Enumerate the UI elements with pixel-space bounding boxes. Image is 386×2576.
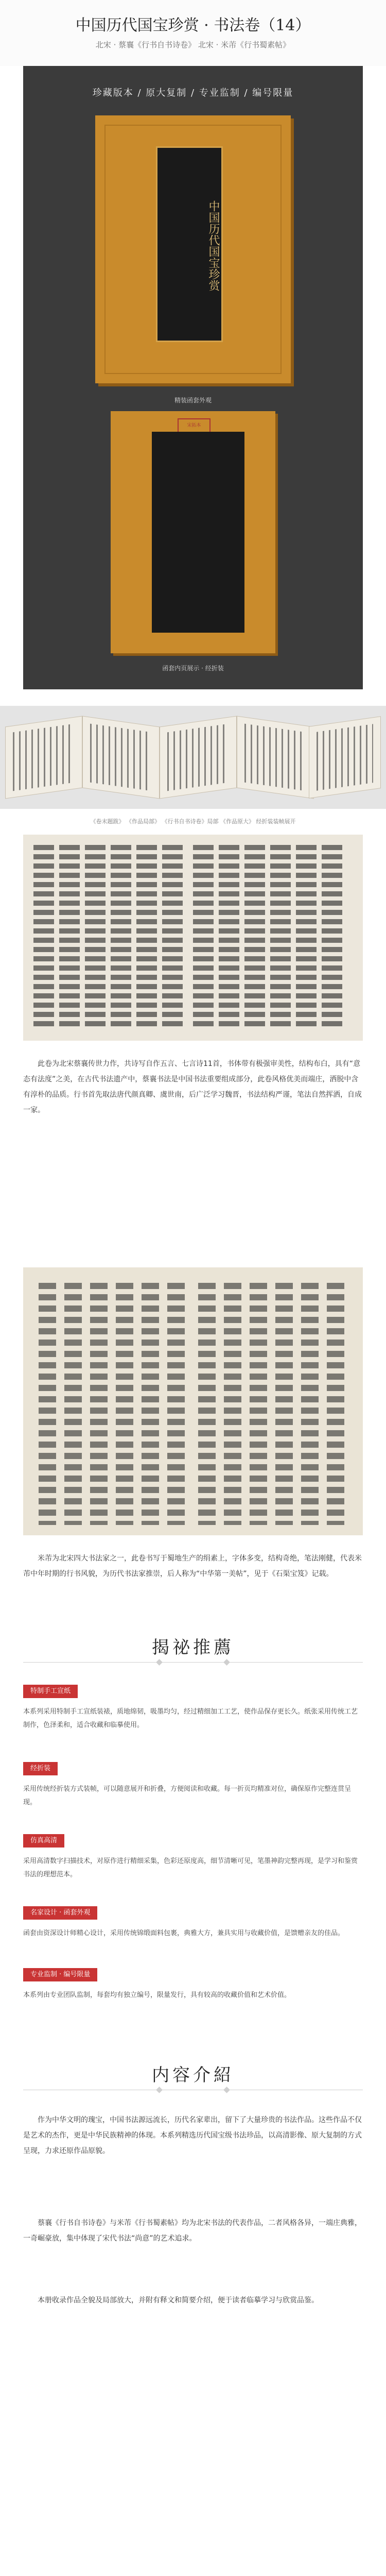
- scroll-fold: [5, 716, 82, 799]
- feature-text-hd: 采用高清数字扫描技术，对原作进行精细采集，色彩还原度高，细节清晰可见，笔墨神韵完整再现，是学习和鉴赏书法的理想范本。: [23, 1857, 358, 1878]
- hero-tagline: 珍藏版本 / 原大复制 / 专业监制 / 编号限量: [92, 88, 294, 98]
- page-subtitle: 北宋 · 蔡襄《行书自书诗卷》 北宋 · 米芾《行书蜀素帖》: [95, 40, 291, 49]
- feature-text-limited: 本系列由专业团队监制，每套均有独立编号，限量发行，具有较高的收藏价值和艺术价值。: [23, 1991, 291, 1999]
- book-box-image: [95, 115, 291, 383]
- feature-tag-binding: 经折装: [23, 1762, 58, 1775]
- intro-paragraph-2: 米芾为北宋四大书法家之一，此卷书写于蜀地生产的绢素上，字体多变，结构奇绝，笔法刚健，代表米芾中年时期的行书风貌，为历代书法家推崇，后人称为“中华第一美帖”，见于《石渠宝笈》记载。: [23, 1554, 362, 1578]
- feature-text-paper: 本系列采用特制手工宣纸装裱，质地绵韧，吸墨均匀，经过精细加工工艺，使作品保存更长久。纸张采用传统工艺制作，色泽柔和，适合收藏和临摹使用。: [23, 1708, 358, 1729]
- scroll-fold: [309, 716, 381, 799]
- scroll-fold: [237, 716, 314, 799]
- scroll-caption: 《卷末题跋》 《作品局部》 《行书自书诗卷》局部 《作品原大》 经折装装帧展开: [90, 818, 296, 825]
- feature-tag-paper: 特制手工宣纸: [23, 1685, 78, 1698]
- feature-text-binding: 采用传统经折装方式装帧，可以随意展开和折叠，方便阅读和收藏。每一折页均精准对位，确保原作完整连贯呈现。: [23, 1785, 352, 1806]
- page-title: 中国历代国宝珍赏 · 书法卷（14）: [75, 16, 311, 35]
- content-paragraph-2: 蔡襄《行书自书诗卷》与米芾《行书蜀素帖》均为北宋书法的代表作品，二者风格各异，一端庄典雅，一奇崛豪放，集中体现了宋代书法“尚意”的艺术追求。: [23, 2219, 362, 2243]
- red-seal: 宋拓本: [178, 418, 210, 433]
- feature-tag-design: 名家设计 · 函套外观: [23, 1906, 97, 1920]
- book-spine-label: [156, 146, 223, 342]
- book-label-text: 中国历代国宝珍赏: [207, 200, 220, 291]
- feature-text-design: 函套由资深设计师精心设计，采用传统锦缎面料包裹，典雅大方，兼具实用与收藏价值，是馈赠亲友的佳品。: [23, 1929, 345, 1937]
- section-divider: [23, 1662, 363, 1663]
- feature-tag-limited: 专业监制 · 编号限量: [23, 1968, 97, 1981]
- feature-tag-hd: 仿真高清: [23, 1834, 64, 1848]
- content-paragraph-3: 本册收录作品全貌及局部放大，并附有释文和简要介绍，便于读者临摹学习与欣赏品鉴。: [38, 2296, 319, 2304]
- box-caption: 精装函套外观: [174, 397, 212, 404]
- book-open-image: [111, 411, 275, 653]
- scroll-fold: [160, 716, 237, 799]
- book-open-page: [152, 432, 244, 633]
- content-section-title: 内容介紹: [152, 2065, 234, 2086]
- scroll-fold: [82, 716, 160, 799]
- intro-paragraph-1: 此卷为北宋蔡襄传世力作，共诗写自作五言、七言诗11首，书体带有极强审美性，结构布白，具有“意态有法度”之美，在古代书法遗产中，蔡襄书法是中国书法重要组成部分，此卷风格优美而端庄，洒脱中含有淳朴的品质。行书首先取法唐代颜真卿、虞世南，后广泛学习魏晋，书法结构严谨，笔法自然挥洒，自成一家。: [23, 1060, 362, 1114]
- open-caption: 函套内页展示 · 经折装: [162, 665, 224, 672]
- page-header: [0, 0, 386, 66]
- calligraphy-spread-image: [23, 835, 363, 1041]
- calligraphy-detail-image: [23, 1267, 363, 1535]
- folding-scroll-image: [0, 706, 386, 809]
- features-section-title: 揭祕推薦: [152, 1637, 234, 1658]
- content-paragraph-1: 作为中华文明的瑰宝，中国书法源远流长，历代名家辈出，留下了大量珍贵的书法作品。这些作品不仅是艺术的杰作，更是中华民族精神的体现。本系列精选历代国宝级书法珍品，以高清影像、原大复制的方式呈现，力求还原作品原貌。: [23, 2116, 362, 2155]
- hero-banner: [23, 66, 363, 689]
